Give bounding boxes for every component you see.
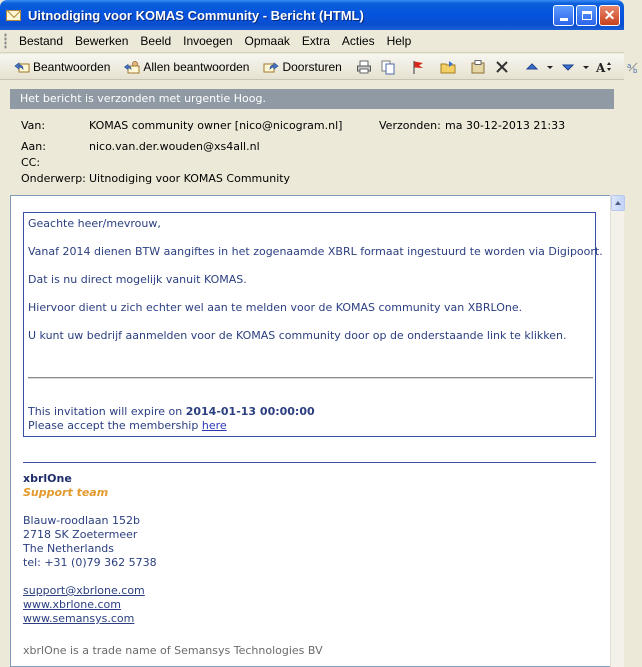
paragraph-1: Vanaf 2014 dienen BTW aangiftes in het zogenaamde XBRL formaat ingestuurd te worden via Digipoort. xyxy=(28,245,603,258)
signature-company: xbrlOne xyxy=(23,472,72,485)
toolbar-grip-icon[interactable] xyxy=(4,33,7,49)
menu-bar xyxy=(0,30,624,53)
print-icon[interactable] xyxy=(356,59,372,75)
menu-help[interactable]: Help xyxy=(386,34,412,48)
next-item-icon[interactable] xyxy=(560,59,576,75)
reply-all-icon xyxy=(124,59,140,75)
semansys-website-link[interactable]: www.semansys.com xyxy=(23,612,135,625)
minimize-icon xyxy=(560,18,568,21)
from-value[interactable]: KOMAS community owner [nico@nicogram.nl] xyxy=(89,119,343,132)
previous-item-icon[interactable] xyxy=(524,59,540,75)
move-to-folder-icon[interactable] xyxy=(440,59,456,75)
copy-icon[interactable] xyxy=(380,59,396,75)
paragraph-3: Hiervoor dient u zich echter wel aan te melden voor de KOMAS community van XBRLOne. xyxy=(28,301,523,314)
signature-team: Support team xyxy=(23,486,109,499)
svg-text:a: a xyxy=(626,61,632,70)
divider xyxy=(28,377,593,379)
signature-divider xyxy=(23,462,596,463)
from-label: Van: xyxy=(21,119,46,132)
menu-insert[interactable]: Invoegen xyxy=(183,34,233,48)
forward-button[interactable] xyxy=(259,56,345,78)
maximize-button[interactable] xyxy=(576,5,597,26)
forward-label: Doorsturen xyxy=(282,59,342,74)
menu-view[interactable]: Beeld xyxy=(140,34,172,48)
signature-tel: tel: +31 (0)79 362 5738 xyxy=(23,556,157,569)
chevron-down-icon[interactable] xyxy=(582,59,590,75)
greeting-text: Geachte heer/mevrouw, xyxy=(28,217,161,230)
signature-address-1: Blauw-roodlaan 152b xyxy=(23,514,140,527)
reply-button[interactable] xyxy=(10,56,114,78)
toolbar xyxy=(0,54,638,80)
accept-membership-link[interactable]: here xyxy=(201,419,227,432)
minimize-button[interactable] xyxy=(553,5,574,26)
paragraph-2: Dat is nu direct mogelijk vanuit KOMAS. xyxy=(28,273,247,286)
reply-label: Beantwoorden xyxy=(33,59,111,74)
support-email-link[interactable]: support@xbrlone.com xyxy=(23,584,145,597)
title-bar xyxy=(0,0,624,30)
close-icon: ✕ xyxy=(603,7,616,23)
importance-infobar: Het bericht is verzonden met urgentie Hoog. xyxy=(10,89,614,109)
archive-icon[interactable] xyxy=(470,59,486,75)
menu-tools[interactable]: Extra xyxy=(301,34,330,48)
cc-label: CC: xyxy=(21,156,41,169)
trade-name-note: xbrlOne is a trade name of Semansys Technologies BV xyxy=(23,644,323,657)
signature-country: The Netherlands xyxy=(23,542,115,555)
delete-icon[interactable] xyxy=(494,59,510,75)
subject-label: Onderwerp: xyxy=(21,172,86,185)
paragraph-4: U kunt uw bedrijf aanmelden voor de KOMAS community door op de onderstaande link te klikken. xyxy=(28,329,567,342)
vertical-scrollbar[interactable] xyxy=(610,195,624,667)
maximize-icon xyxy=(582,11,592,20)
close-button[interactable] xyxy=(599,5,620,26)
menu-actions[interactable]: Acties xyxy=(341,34,375,48)
forward-icon xyxy=(263,59,279,75)
reply-all-button[interactable] xyxy=(120,56,253,78)
menu-edit[interactable]: Bewerken xyxy=(75,34,129,48)
svg-text:b: b xyxy=(632,66,638,75)
svg-text:A: A xyxy=(595,60,606,75)
signature-address-2: 2718 SK Zoetermeer xyxy=(23,528,138,541)
envelope-icon xyxy=(6,7,22,23)
chevron-down-icon[interactable] xyxy=(546,59,554,75)
scroll-up-icon[interactable] xyxy=(611,195,625,211)
reply-icon xyxy=(14,59,30,75)
sent-value: ma 30-12-2013 21:33 xyxy=(445,119,566,132)
invitation-box xyxy=(23,212,603,437)
menu-format[interactable]: Opmaak xyxy=(244,34,290,48)
follow-up-flag-icon[interactable] xyxy=(410,59,426,75)
subject-value: Uitnodiging voor KOMAS Community xyxy=(89,172,291,185)
sent-label: Verzonden: xyxy=(379,119,441,132)
font-size-icon[interactable] xyxy=(596,59,612,75)
to-label: Aan: xyxy=(21,140,46,153)
window-title: Uitnodiging voor KOMAS Community - Bericht (HTML) xyxy=(28,7,364,23)
accept-prefix: Please accept the membership xyxy=(28,419,202,432)
to-value[interactable]: nico.van.der.wouden@xs4all.nl xyxy=(89,140,260,153)
expiry-date: 2014-01-13 00:00:00 xyxy=(185,405,315,418)
expiry-prefix: This invitation will expire on xyxy=(28,405,186,418)
message-body-pane[interactable] xyxy=(10,195,610,667)
xbrlone-website-link[interactable]: www.xbrlone.com xyxy=(23,598,122,611)
reply-all-label: Allen beantwoorden xyxy=(143,59,250,74)
encoding-icon[interactable] xyxy=(626,59,642,75)
menu-file[interactable]: Bestand xyxy=(19,34,64,48)
expiry-line xyxy=(28,405,315,418)
accept-line xyxy=(28,419,227,432)
